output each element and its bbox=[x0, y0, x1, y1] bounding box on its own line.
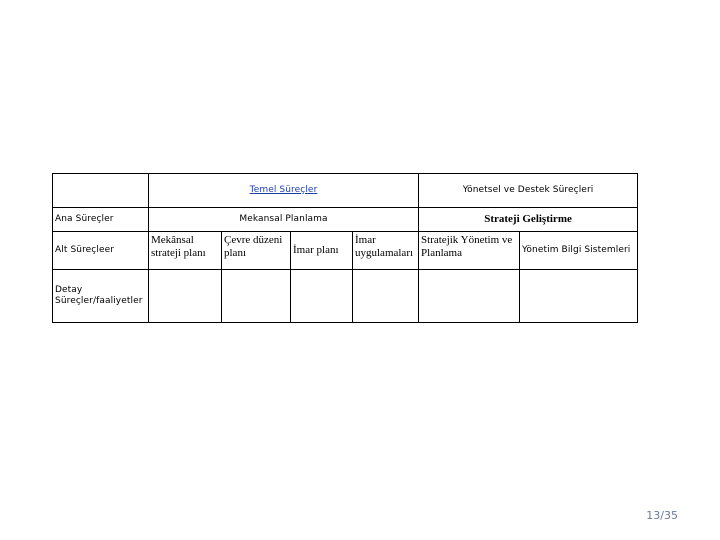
support-processes-header: Yönetsel ve Destek Süreçleri bbox=[462, 185, 594, 195]
detail-cell-2 bbox=[222, 270, 291, 323]
sub-process-cell-3 bbox=[291, 232, 353, 270]
spatial-planning-cell bbox=[149, 208, 419, 232]
sub-process-label: Alt Süreçleer bbox=[55, 245, 115, 255]
sub-process-cell-6 bbox=[520, 232, 638, 270]
corner-cell bbox=[53, 174, 149, 208]
detail-label: Detay Süreçler/faaliyetler bbox=[55, 285, 143, 306]
strategy-development-label: Strateji Geliştirme bbox=[484, 212, 572, 225]
main-process-label: Ana Süreçler bbox=[55, 214, 114, 224]
process-table bbox=[52, 173, 638, 323]
detail-label-cell bbox=[53, 270, 149, 323]
header-row bbox=[53, 174, 638, 208]
zoning-implementation-label: İmar uygulamaları bbox=[355, 234, 414, 259]
sub-process-label-cell bbox=[53, 232, 149, 270]
spatial-strategy-plan-label: Mekânsal strateji planı bbox=[151, 234, 206, 259]
detail-cell-6 bbox=[520, 270, 638, 323]
support-processes-header-cell bbox=[419, 174, 638, 208]
detail-cell-3 bbox=[291, 270, 353, 323]
management-info-systems-label: Yönetim Bilgi Sistemleri bbox=[522, 245, 631, 255]
sub-process-cell-5 bbox=[419, 232, 520, 270]
zoning-plan-label: İmar planı bbox=[293, 244, 339, 256]
strategic-management-label: Stratejik Yönetim ve Planlama bbox=[421, 234, 513, 259]
spatial-planning-label: Mekansal Planlama bbox=[239, 214, 328, 224]
sub-process-cell-1 bbox=[149, 232, 222, 270]
sub-process-row bbox=[53, 232, 638, 270]
detail-cell-1 bbox=[149, 270, 222, 323]
main-process-label-cell bbox=[53, 208, 149, 232]
detail-cell-4 bbox=[353, 270, 419, 323]
detail-row bbox=[53, 270, 638, 323]
core-processes-link[interactable]: Temel Süreçler bbox=[249, 185, 318, 195]
core-processes-header-cell bbox=[149, 174, 419, 208]
sub-process-cell-4 bbox=[353, 232, 419, 270]
main-process-row bbox=[53, 208, 638, 232]
detail-cell-5 bbox=[419, 270, 520, 323]
strategy-development-cell bbox=[419, 208, 638, 232]
page-number: 13/35 bbox=[646, 509, 678, 522]
environmental-plan-label: Çevre düzeni planı bbox=[224, 234, 283, 259]
sub-process-cell-2 bbox=[222, 232, 291, 270]
